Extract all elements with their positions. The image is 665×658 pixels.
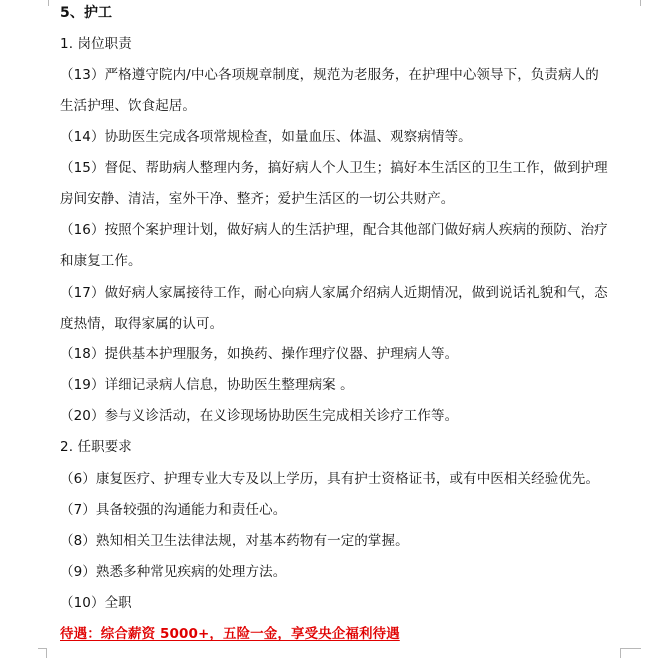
page-corner-mark-top-left: [40, 0, 49, 6]
requirements-heading: 2. 任职要求: [60, 439, 132, 455]
duty-item-16-line2: 和康复工作。: [60, 253, 142, 269]
duty-item-18: （18）提供基本护理服务，如换药、操作理疗仪器、护理病人等。: [60, 346, 459, 362]
duty-item-17-line1: （17）做好病人家属接待工作，耐心向病人家属介绍病人近期情况，做到说话礼貌和气，态: [60, 285, 608, 301]
job-duties-heading: 1. 岗位职责: [60, 36, 132, 52]
requirement-item-6: （6）康复医疗、护理专业大专及以上学历，具有护士资格证书，或有中医相关经验优先。: [60, 471, 600, 487]
page-corner-mark-top-right: [640, 0, 649, 6]
duty-item-13-line1: （13）严格遵守院内/中心各项规章制度，规范为老服务，在护理中心领导下，负责病人的: [60, 67, 599, 83]
duty-item-20: （20）参与义诊活动，在义诊现场协助医生完成相关诊疗工作等。: [60, 408, 459, 424]
section-title: 5、护工: [60, 5, 113, 21]
duty-item-15-line2: 房间安静、清洁，室外干净、整齐；爱护生活区的一切公共财产。: [60, 191, 455, 207]
requirement-item-7: （7）具备较强的沟通能力和责任心。: [60, 502, 287, 518]
requirement-item-8: （8）熟知相关卫生法律法规，对基本药物有一定的掌握。: [60, 533, 409, 549]
requirement-item-9: （9）熟悉多种常见疾病的处理方法。: [60, 564, 287, 580]
duty-item-14: （14）协助医生完成各项常规检查，如量血压、体温、观察病情等。: [60, 129, 472, 145]
duty-item-19: （19）详细记录病人信息，协助医生整理病案 。: [60, 377, 354, 393]
duty-item-16-line1: （16）按照个案护理计划，做好病人的生活护理，配合其他部门做好病人疾病的预防、治疗: [60, 222, 608, 238]
benefits-text: 待遇：综合薪资 5000+，五险一金，享受央企福利待遇: [60, 626, 400, 642]
duty-item-15-line1: （15）督促、帮助病人整理内务，搞好病人个人卫生；搞好本生活区的卫生工作，做到护理: [60, 160, 608, 176]
requirement-item-10: （10）全职: [60, 595, 132, 611]
duty-item-17-line2: 度热情，取得家属的认可。: [60, 316, 224, 332]
duty-item-13-line2: 生活护理、饮食起居。: [60, 98, 196, 114]
